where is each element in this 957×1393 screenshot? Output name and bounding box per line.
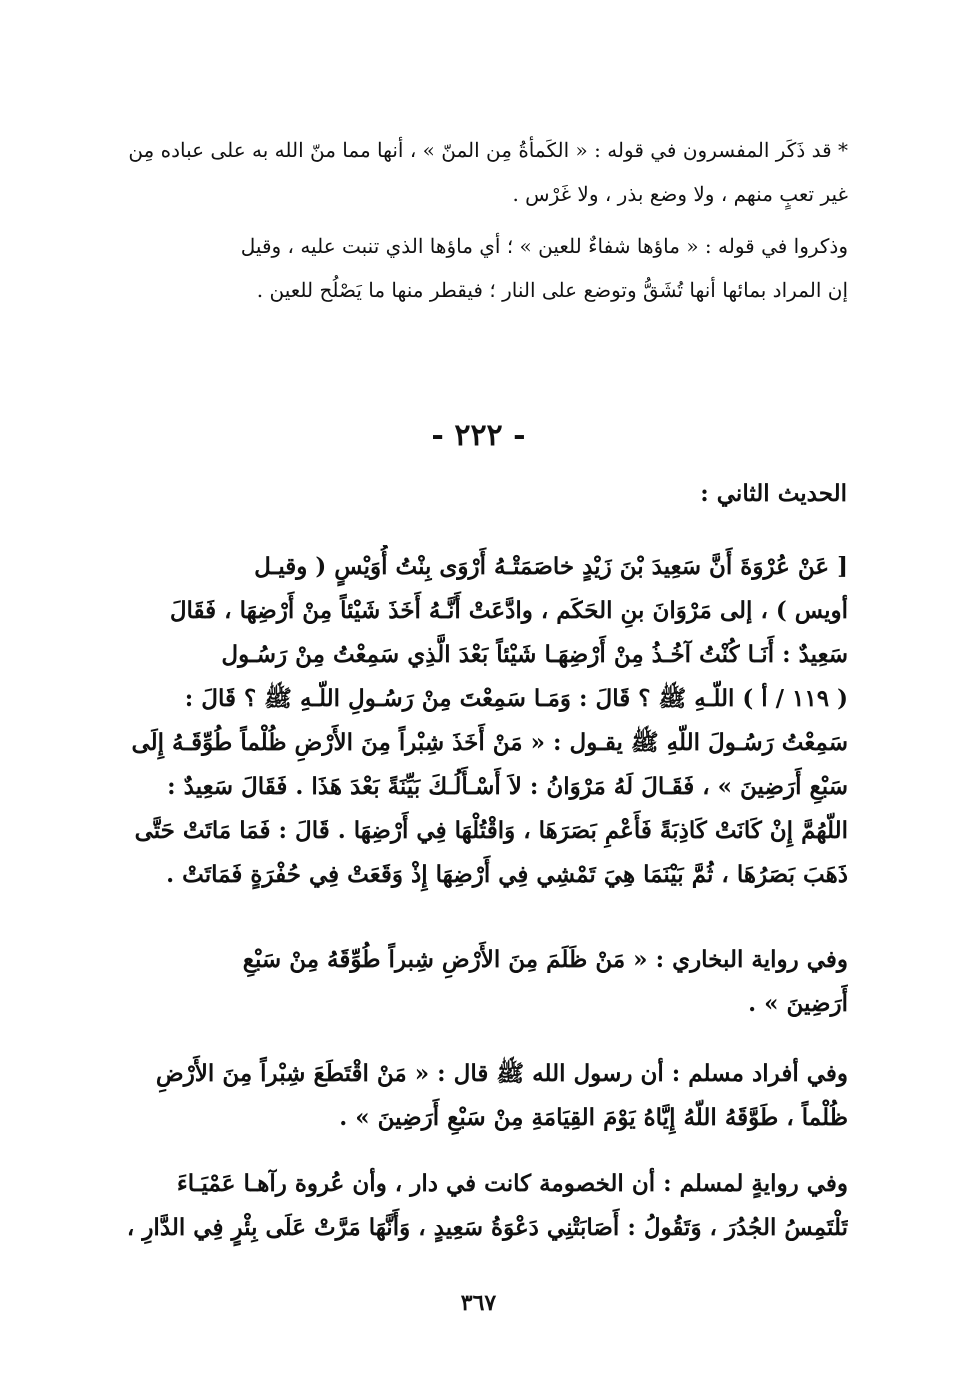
muslim-afrad-block [108, 1052, 848, 1140]
footnote-line: * قد ذَكَر المفسرون في قوله : « الكَمأةُ مِن المنّ » ، أنها مما منّ الله به على عباده مِن [128, 138, 848, 162]
page-number: ٣٦٧ [460, 1290, 497, 1316]
footnote-line: وذكروا في قوله : « ماؤها شفاءٌ للعين » ؛ أي ماؤها الذي تنبت عليه ، وقيل [240, 234, 848, 258]
footnote-line: إن المراد بمائها أنها تُشَقُّ وتوضع على النار ؛ فيقطر منها ما يَصْلُح للعين . [256, 278, 848, 302]
hadith-line: سَمِعْتُ رَسُـولَ اللّهِ ﷺ يقـول : « مَنْ أَخَذَ شِبْراً مِنَ الأَرْضِ ظُلْماً طُوِّقَـهُ إِلَى [131, 729, 848, 756]
muslim-afrad-line: ظُلْماً ، طَوَّقَهُ اللّهُ إِيَّاهُ يَوْمَ القِيَامَةِ مِنْ سَبْعِ أَرَضِينَ » . [339, 1104, 848, 1131]
bukhari-line: أَرَضِينَ » . [748, 990, 848, 1017]
hadith-line: أويس ) ، إلى مَرْوَانَ بنِ الحَكَم ، وادَّعَتْ أَنَّـهُ أَخَذَ شَيْئاً مِنْ أَرْضِهَا ، فَقَالَ [169, 597, 848, 624]
hadith-line: اللّهُمَّ إِنْ كَانَتْ كَاذِبَةً فَأَعْمِ بَصَرَهَا ، وَاقْتُلْهَا فِي أَرْضِهَا . قَالَ : فَمَا مَاتَتْ حَتَّى [134, 817, 848, 844]
footnote-line: غير تعبٍ منهم ، ولا وضع بذر ، ولا غَرْس . [512, 182, 848, 206]
muslim-afrad-line: وفي أفراد مسلم : أن رسول الله ﷺ قال : « مَنْ اقْتَطَعَ شِبْراً مِنَ الأَرْضِ [155, 1060, 848, 1087]
bukhari-line: وفي رواية البخاري : « مَنْ ظَلَمَ مِنَ الأَرْضِ شِبراً طُوِّقَهُ مِنْ سَبْعِ [242, 946, 848, 973]
hadith-line: [ عَنْ عُرْوَةَ أَنَّ سَعِيدَ بْنَ زَيْدٍ خاصَمَتْـهُ أَرْوَى بِنْتُ أُوَيْسٍ ( وقيـل [254, 553, 848, 580]
muslim-narration-line: تَلْتَمِسُ الجُدُرَ ، وَتَقُولُ : أَصَابَتْنِي دَعْوَةُ سَعِيدٍ ، وَأَنَّهَا مَرَّتْ عَلَى بِئْرٍ فِي الدَّارِ ، [126, 1214, 848, 1241]
bukhari-narration-block [108, 938, 848, 1026]
hadith-line: ذَهَبَ بَصَرُهَا ، ثُمَّ بَيْنَمَا هِيَ تَمْشِي فِي أَرْضِهَا إِذْ وَقَعَتْ فِي حُفْرَةٍ فَمَاتَتْ . [166, 861, 848, 888]
muslim-narration-block [108, 1162, 848, 1250]
section-number: - ٢٢٢ - [431, 418, 526, 453]
footnote-block [108, 128, 848, 312]
hadith-text-block [108, 545, 848, 897]
hadith-line: ( ١١٩ / أ ) اللّـهِ ﷺ ؟ قَالَ : وَمَـا سَمِعْتَ مِنْ رَسُـولِ اللّـهِ ﷺ ؟ قَالَ : [184, 685, 848, 712]
hadith-line: سَبْعِ أَرَضِينَ » ، فَقَـالَ لَهُ مَرْوَانُ : لاَ أَسْـأَلُـكَ بَيِّنَةً بَعْدَ هَذَا . فَقَالَ سَعِيدٌ : [167, 773, 848, 800]
hadith-line: سَعِيدٌ : أَنَـا كُنْتُ آخُـذُ مِنْ أَرْضِهَـا شَيْئاً بَعْدَ الَّذِي سَمِعْتُ مِنْ رَسُـول [221, 641, 848, 668]
muslim-narration-line: وفي روايةٍ لمسلم : أن الخصومة كانت في دار ، وأن عُروة رآهـا عَمْيَـاءَ [176, 1170, 848, 1197]
hadith-heading: الحديث الثاني : [700, 480, 847, 507]
